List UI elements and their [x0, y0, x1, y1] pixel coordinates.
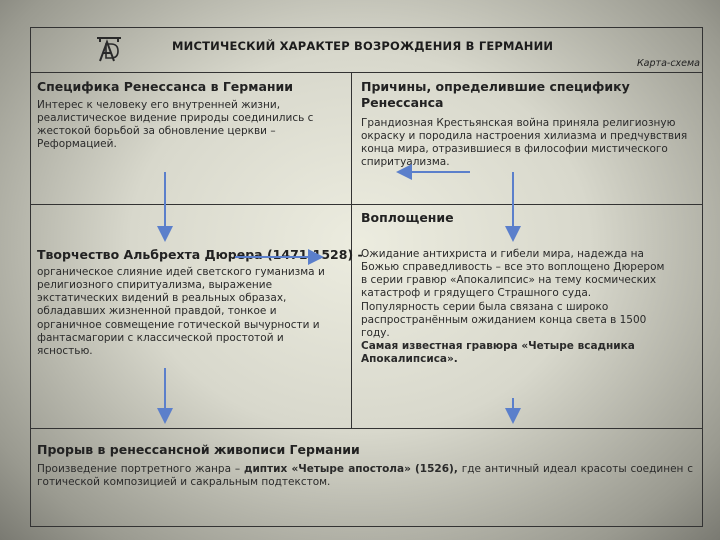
- page-subtitle: Карта-схема: [636, 58, 700, 69]
- box1-text: Интерес к человеку его внутренней жизни, реалистическое видение природы соединились с жестокой борьбой за обновление церкви – Реформацией.: [37, 99, 314, 151]
- box3-heading: Творчество Альбрехта Дюрера (1471-1528) -: [37, 247, 363, 262]
- box3-text: органическое слияние идей светского гуманизма и религиозного спиритуализма, выражение экстатических видений в реальных образах, обладавших жизненной правдой, тонкое и органичное совмещение готической вычурности и фантасмагории с классической простотой и ясностью.: [37, 266, 325, 357]
- box2-heading: Причины, определившие специфику Ренессанса: [361, 79, 630, 110]
- box2-text: Грандиозная Крестьянская война приняла религиозную окраску и породила настроения хилиазма и предчувствия конца мира, отразившиеся в философии мистического спиритуализма.: [361, 117, 688, 169]
- box5-text-prefix: Произведение портретного жанра –: [37, 463, 241, 475]
- box4-text-line2: Популярность серии была связана с широко распространённым ожиданием конца света в 1500 году.: [361, 300, 647, 339]
- box5-text-suffix: где античный идеал красоты соединен с готической композицией и сакральным подтекстом.: [37, 463, 694, 489]
- box1-heading: Специфика Ренессанса в Германии: [37, 79, 294, 94]
- box4-text-line3: Самая известная гравюра «Четыре всадника Апокалипсиса».: [361, 339, 635, 365]
- page-title: МИСТИЧЕСКИЙ ХАРАКТЕР ВОЗРОЖДЕНИЯ В ГЕРМАНИИ: [172, 39, 554, 53]
- box4-text-line1: Ожидание антихриста и гибели мира, надежда на Божью справедливость – все это воплощено Дюрером в серии гравюр «Апокалипсис» на тему космических катастроф и грядущего Страшного суда.: [361, 248, 665, 300]
- box5-text-bold: диптих «Четыре апостола» (1526),: [243, 463, 458, 475]
- box4-heading: Воплощение: [361, 210, 454, 225]
- box5-heading: Прорыв в ренессансной живописи Германии: [37, 442, 360, 457]
